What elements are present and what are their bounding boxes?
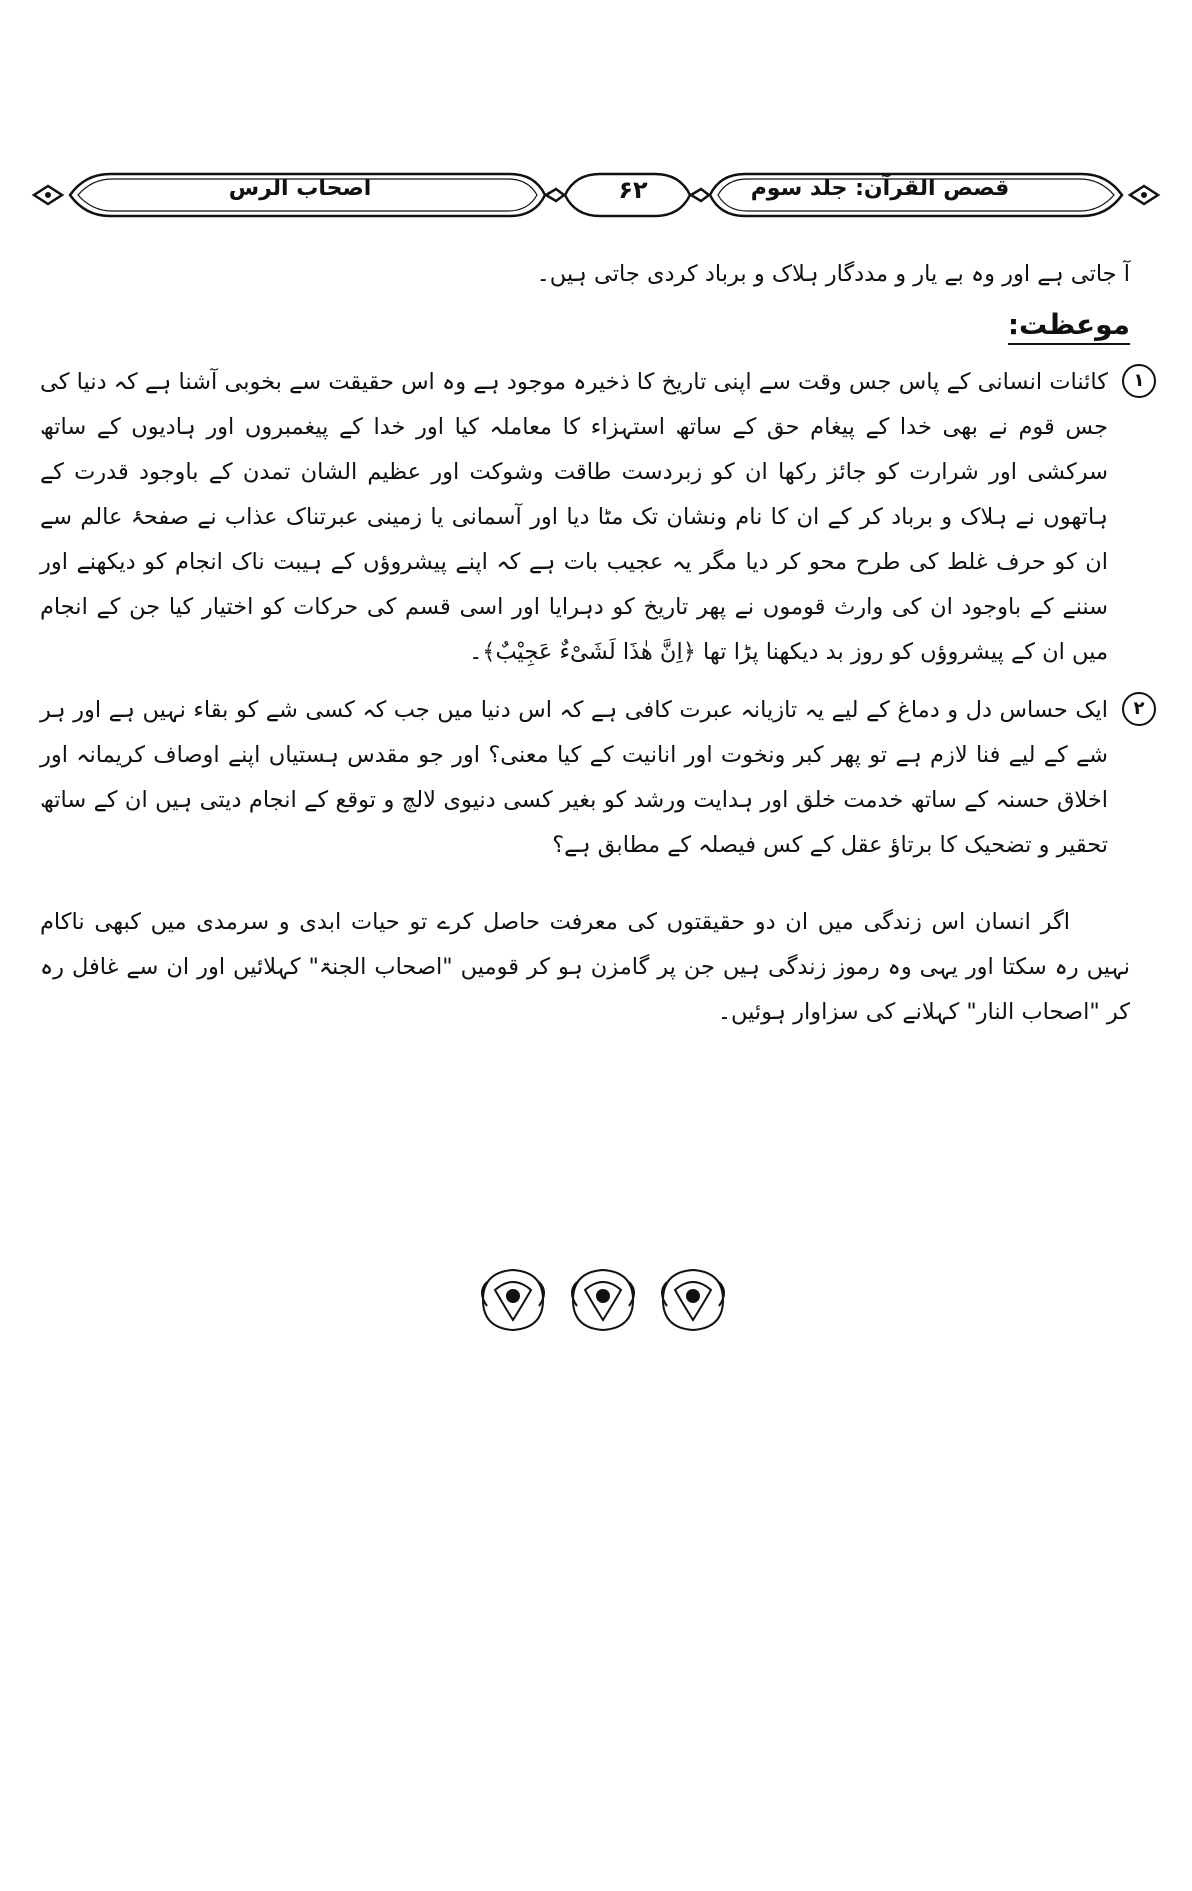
item-text: ایک حساس دل و دماغ کے لیے یہ تازیانہ عبرت کافی ہے کہ اس دنیا میں جب کہ کسی شے کو بقاء نہیں ہے اور ہر شے کے لیے فنا لازم ہے تو پھر کبر ونخوت اور انانیت کے کیا معنی؟ اور جو مقدس ہستیاں اپنے اوصاف کریمانہ اور اخلاق حسنہ کے ساتھ خدمت خلق اور ہدایت ورشد کو بغیر کسی دنیوی لالچ و توقع کے انجام دیتی ہیں ان کے ساتھ تحقیر و تضحیک کا برتاؤ عقل کے کس فیصلہ کے مطابق ہے؟ [40, 697, 1108, 858]
closing-paragraph: اگر انسان اس زندگی میں ان دو حقیقتوں کی معرفت حاصل کرے تو حیات ابدی و سرمدی میں کبھی ناکام نہیں رہ سکتا اور یہی وہ رموز زندگی ہیں جن پر گامزن ہو کر قومیں "اصحاب الجنۃ" کہلائیں اور ان سے غافل رہ کر "اصحاب النار" کہلانے کی سزاوار ہوئیں۔ [40, 909, 1130, 1025]
list-item [40, 688, 1160, 868]
intro-line: آ جاتی ہے اور وہ بے یار و مددگار ہلاک و برباد کردی جاتی ہیں۔ [536, 261, 1130, 287]
section-heading: موعظت: [1008, 308, 1130, 345]
list-item [40, 360, 1160, 675]
item-number: ۱ [1122, 364, 1156, 398]
page-header [30, 168, 1162, 222]
book-title: قصص القرآن: جلد سوم [750, 176, 1010, 201]
chapter-title: اصحاب الرس [228, 176, 372, 201]
floral-ornament [468, 1265, 738, 1335]
item-text: کائنات انسانی کے پاس جس وقت سے اپنی تاریخ کا ذخیرہ موجود ہے وہ اس حقیقت سے بخوبی آشنا ہے کہ دنیا کی جس قوم نے بھی خدا کے پیغام حق کے ساتھ استہزاء کا معاملہ کیا اور خدا کے پیغمبروں اور ہادیوں کے ساتھ سرکشی اور شرارت کو جائز رکھا ان کو زبردست طاقت وشوکت اور عظیم الشان تمدن کے باوجود قدرت کے ہاتھوں نے ہلاک و برباد کر کے ان کا نام ونشان تک مٹا دیا اور آسمانی یا زمینی عبرتناک عذاب نے صفحۂ عالم سے ان کو حرف غلط کی طرح محو کر دیا مگر یہ عجیب بات ہے کہ اپنے پیشروؤں کے ہیبت ناک انجام کو دیکھنے اور سننے کے باوجود ان کی وارث قوموں نے پھر تاریخ کو دہرایا اور اسی قسم کی حرکات کو اختیار کیا جن کے انجام میں ان کے پیشروؤں کو روز بد دیکھنا پڑا تھا ﴿اِنَّ ھٰذَا لَشَیْءٌ عَجِیْبٌ﴾۔ [40, 369, 1108, 665]
item-number: ۲ [1122, 692, 1156, 726]
page-number: ۶۲ [618, 176, 648, 204]
